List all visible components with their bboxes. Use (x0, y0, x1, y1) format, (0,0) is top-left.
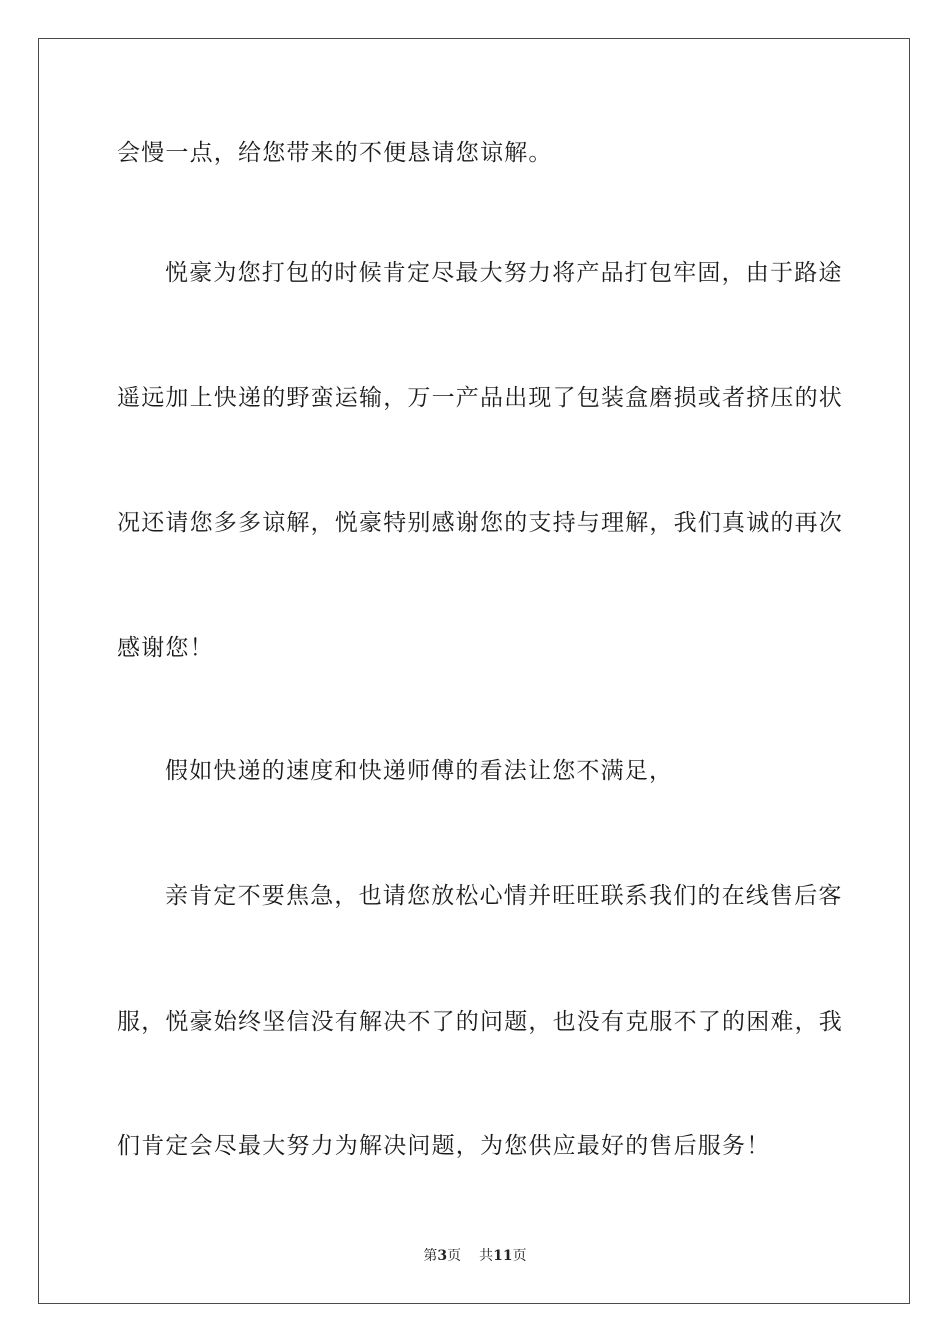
page-footer (0, 1247, 950, 1265)
paragraph-1-line-1: 会慢一点，给您带来的不便恳请您谅解。 (117, 140, 553, 166)
paragraph-2-line-4: 感谢您！ (117, 635, 214, 661)
paragraph-4-line-2: 服，悦豪始终坚信没有解决不了的问题，也没有克服不了的困难，我 (117, 1009, 843, 1035)
footer-page-prefix: 第 (423, 1248, 438, 1264)
paragraph-4-line-3: 们肯定会尽最大努力为解决问题，为您供应最好的售后服务！ (117, 1133, 771, 1159)
paragraph-2-line-1: 悦豪为您打包的时候肯定尽最大努力将产品打包牢固，由于路途 (165, 260, 843, 286)
footer-total-suffix: 页 (512, 1248, 527, 1264)
footer-page-suffix: 页 (447, 1248, 462, 1264)
paragraph-4-line-1: 亲肯定不要焦急，也请您放松心情并旺旺联系我们的在线售后客 (165, 883, 843, 909)
footer-total-pages: 11 (493, 1248, 513, 1264)
page-border (38, 38, 910, 1304)
footer-page-number: 3 (437, 1248, 448, 1264)
paragraph-2-line-2: 遥远加上快递的野蛮运输，万一产品出现了包装盒磨损或者挤压的状 (117, 385, 843, 411)
paragraph-3-line-1: 假如快递的速度和快递师傅的看法让您不满足， (165, 758, 674, 784)
footer-total-prefix: 共 (479, 1248, 494, 1264)
paragraph-2-line-3: 况还请您多多谅解，悦豪特别感谢您的支持与理解，我们真诚的再次 (117, 510, 843, 536)
